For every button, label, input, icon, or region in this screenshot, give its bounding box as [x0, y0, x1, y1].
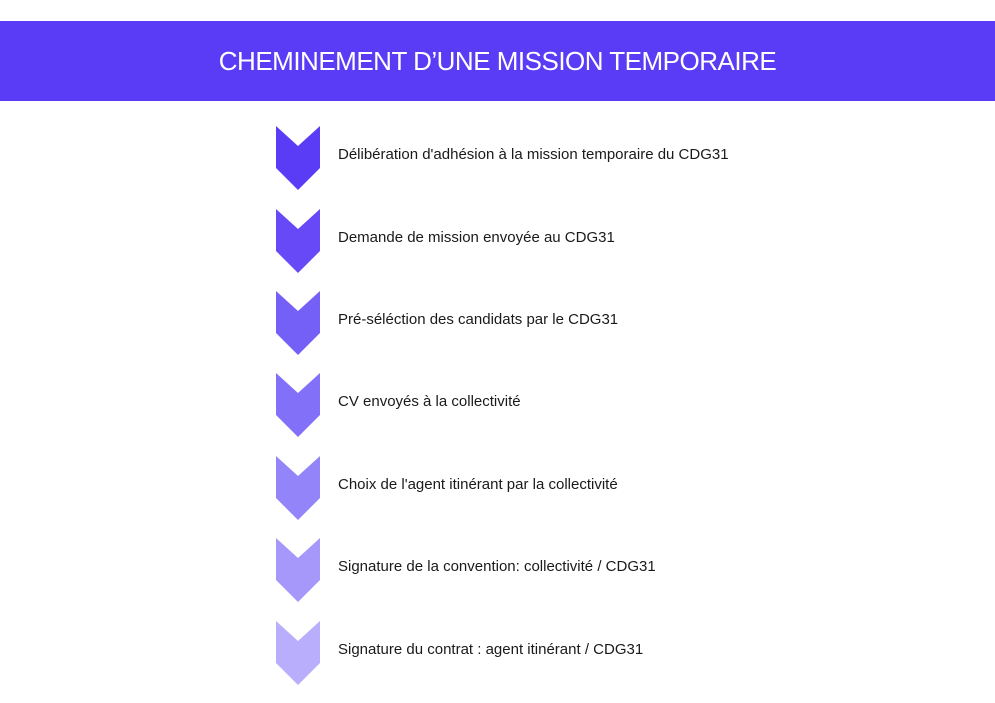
chevron-down-icon	[276, 621, 320, 685]
chevron-down-icon	[276, 538, 320, 602]
step-3	[276, 291, 836, 355]
step-label: Délibération d'adhésion à la mission temporaire du CDG31	[338, 146, 729, 163]
step-label: CV envoyés à la collectivité	[338, 393, 521, 410]
chevron-down-icon	[276, 291, 320, 355]
step-2	[276, 209, 836, 273]
step-6	[276, 538, 836, 602]
step-7	[276, 621, 836, 685]
chevron-down-icon	[276, 373, 320, 437]
step-label: Signature du contrat : agent itinérant / CDG31	[338, 641, 644, 658]
chevron-down-icon	[276, 126, 320, 190]
step-5	[276, 456, 836, 520]
step-label: Choix de l'agent itinérant par la collectivité	[338, 476, 618, 493]
page-title: CHEMINEMENT D’UNE MISSION TEMPORAIRE	[218, 45, 777, 76]
step-label: Signature de la convention: collectivité / CDG31	[338, 558, 656, 575]
step-1	[276, 126, 836, 190]
step-4	[276, 373, 836, 437]
step-label: Demande de mission envoyée au CDG31	[338, 229, 615, 246]
chevron-down-icon	[276, 209, 320, 273]
step-label: Pré-séléction des candidats par le CDG31	[338, 311, 619, 328]
chevron-down-icon	[276, 456, 320, 520]
